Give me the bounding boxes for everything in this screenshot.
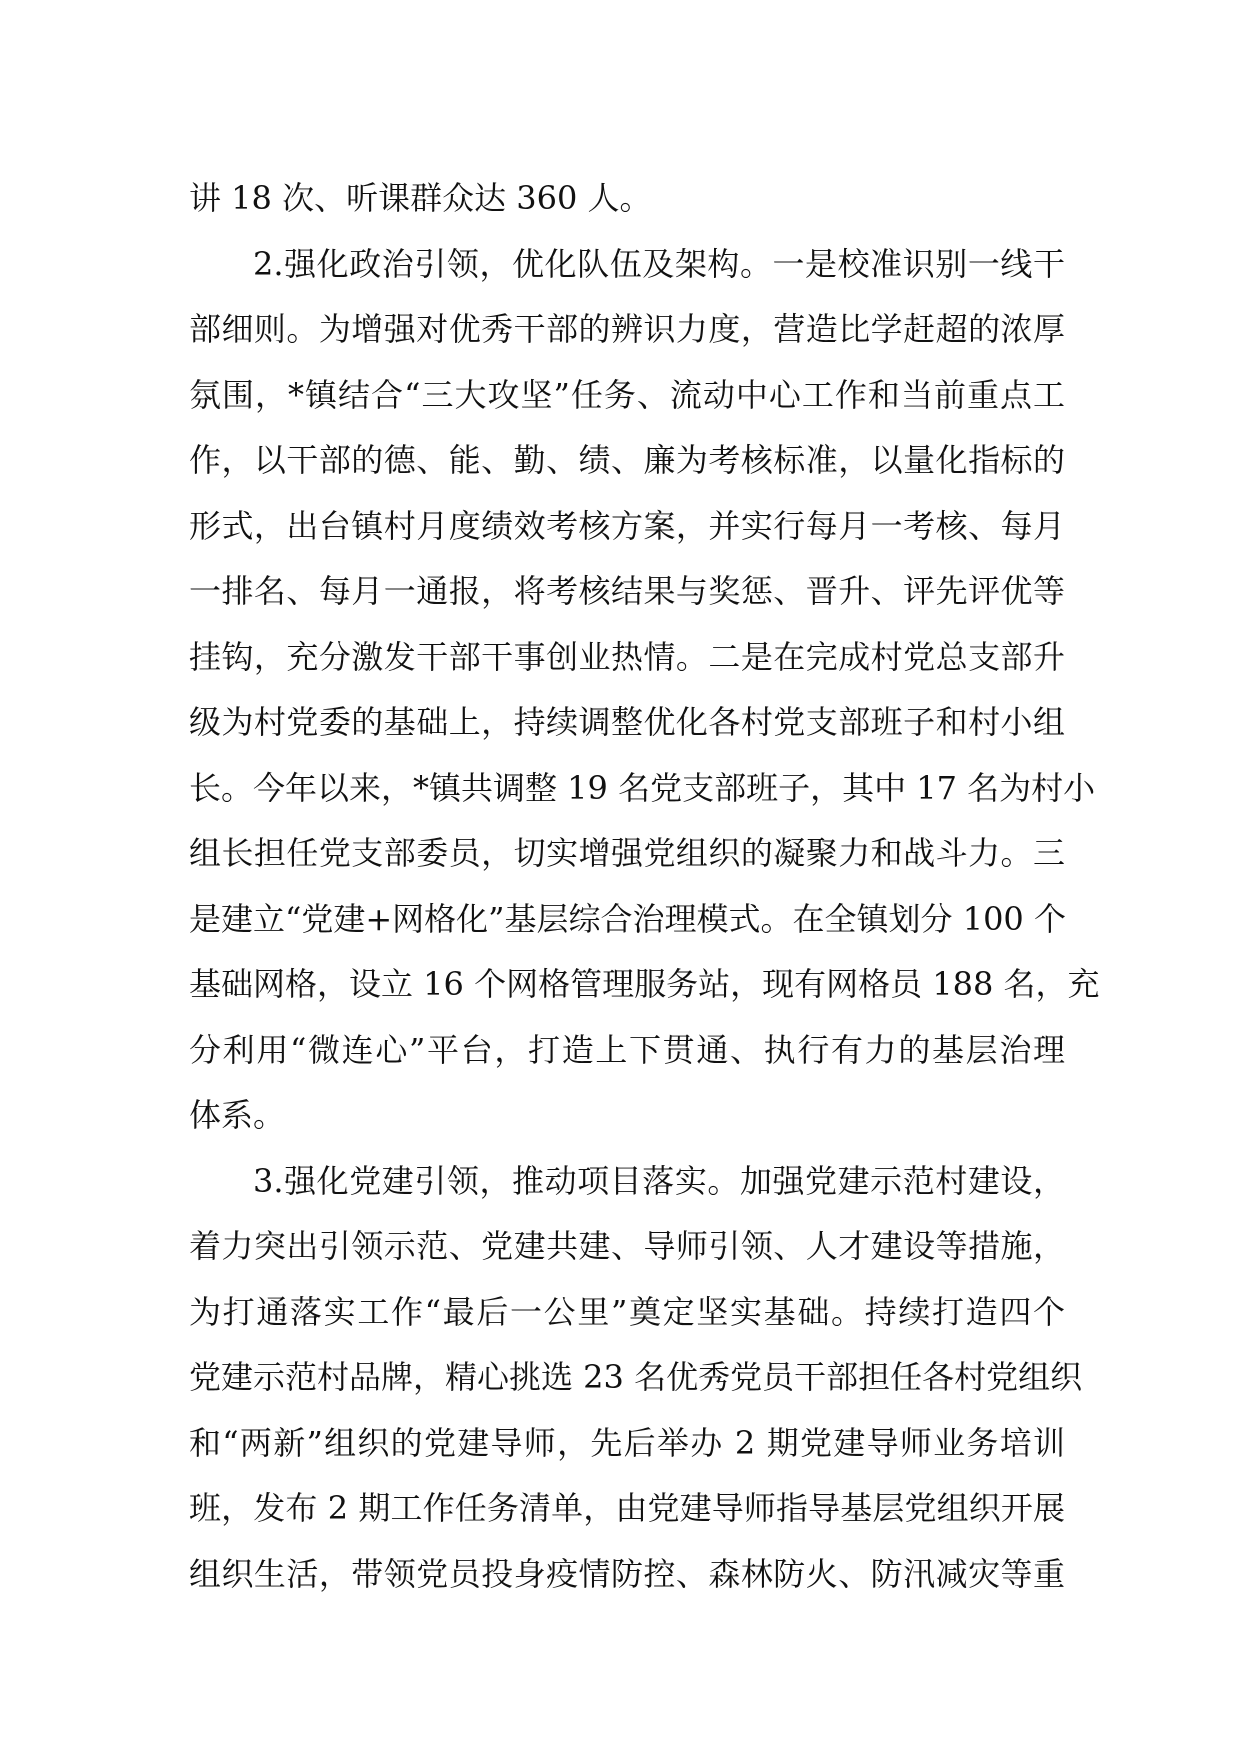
paragraph-line: 部细则。为增强对优秀干部的辨识力度，营造比学赶超的浓厚: [189, 310, 1065, 348]
paragraph-line: 讲 18 次、听课群众达 360 人。: [189, 179, 652, 217]
paragraph-line: 一排名、每月一通报，将考核结果与奖惩、晋升、评先评优等: [189, 572, 1065, 610]
body-text: [189, 166, 1100, 1607]
paragraph-line: 组长担任党支部委员，切实增强党组织的凝聚力和战斗力。三: [189, 834, 1065, 872]
paragraph-line: 基础网格，设立 16 个网格管理服务站，现有网格员 188 名，充: [189, 965, 1100, 1003]
paragraph-line: 形式，出台镇村月度绩效考核方案，并实行每月一考核、每月: [189, 506, 1065, 545]
paragraph-line: 挂钩，充分激发干部干事创业热情。二是在完成村党总支部升: [189, 637, 1065, 676]
paragraph-line: 氛围，*镇结合“三大攻坚”任务、流动中心工作和当前重点工: [189, 375, 1065, 414]
paragraph-line: 是建立“党建+网格化”基层综合治理模式。在全镇划分 100 个: [189, 899, 1066, 938]
paragraph-line: 分利用“微连心”平台，打造上下贯通、执行有力的基层治理: [189, 1030, 1065, 1069]
paragraph-line: 为打通落实工作“最后一公里”奠定坚实基础。持续打造四个: [189, 1292, 1065, 1331]
paragraph-line: 班，发布 2 期工作任务清单，由党建导师指导基层党组织开展: [189, 1489, 1065, 1527]
paragraph-line: 级为村党委的基础上，持续调整优化各村党支部班子和村小组: [189, 703, 1065, 741]
paragraph-line: 组织生活，带领党员投身疫情防控、森林防火、防汛减灾等重: [189, 1554, 1065, 1593]
paragraph-line: 体系。: [189, 1096, 286, 1134]
paragraph-line: 3.强化党建引领，推动项目落实。加强党建示范村建设，: [253, 1161, 1065, 1200]
paragraph-line: 和“两新”组织的党建导师，先后举办 2 期党建导师业务培训: [189, 1423, 1065, 1462]
paragraph-line: 长。今年以来，*镇共调整 19 名党支部班子，其中 17 名为村小: [189, 768, 1096, 807]
paragraph-line: 党建示范村品牌，精心挑选 23 名优秀党员干部担任各村党组织: [189, 1358, 1083, 1396]
paragraph-line: 着力突出引领示范、党建共建、导师引领、人才建设等措施，: [189, 1227, 1065, 1265]
paragraph-line: 作，以干部的德、能、勤、绩、廉为考核标准，以量化指标的: [189, 441, 1065, 479]
paragraph-line: 2.强化政治引领，优化队伍及架构。一是校准识别一线干: [253, 244, 1065, 283]
